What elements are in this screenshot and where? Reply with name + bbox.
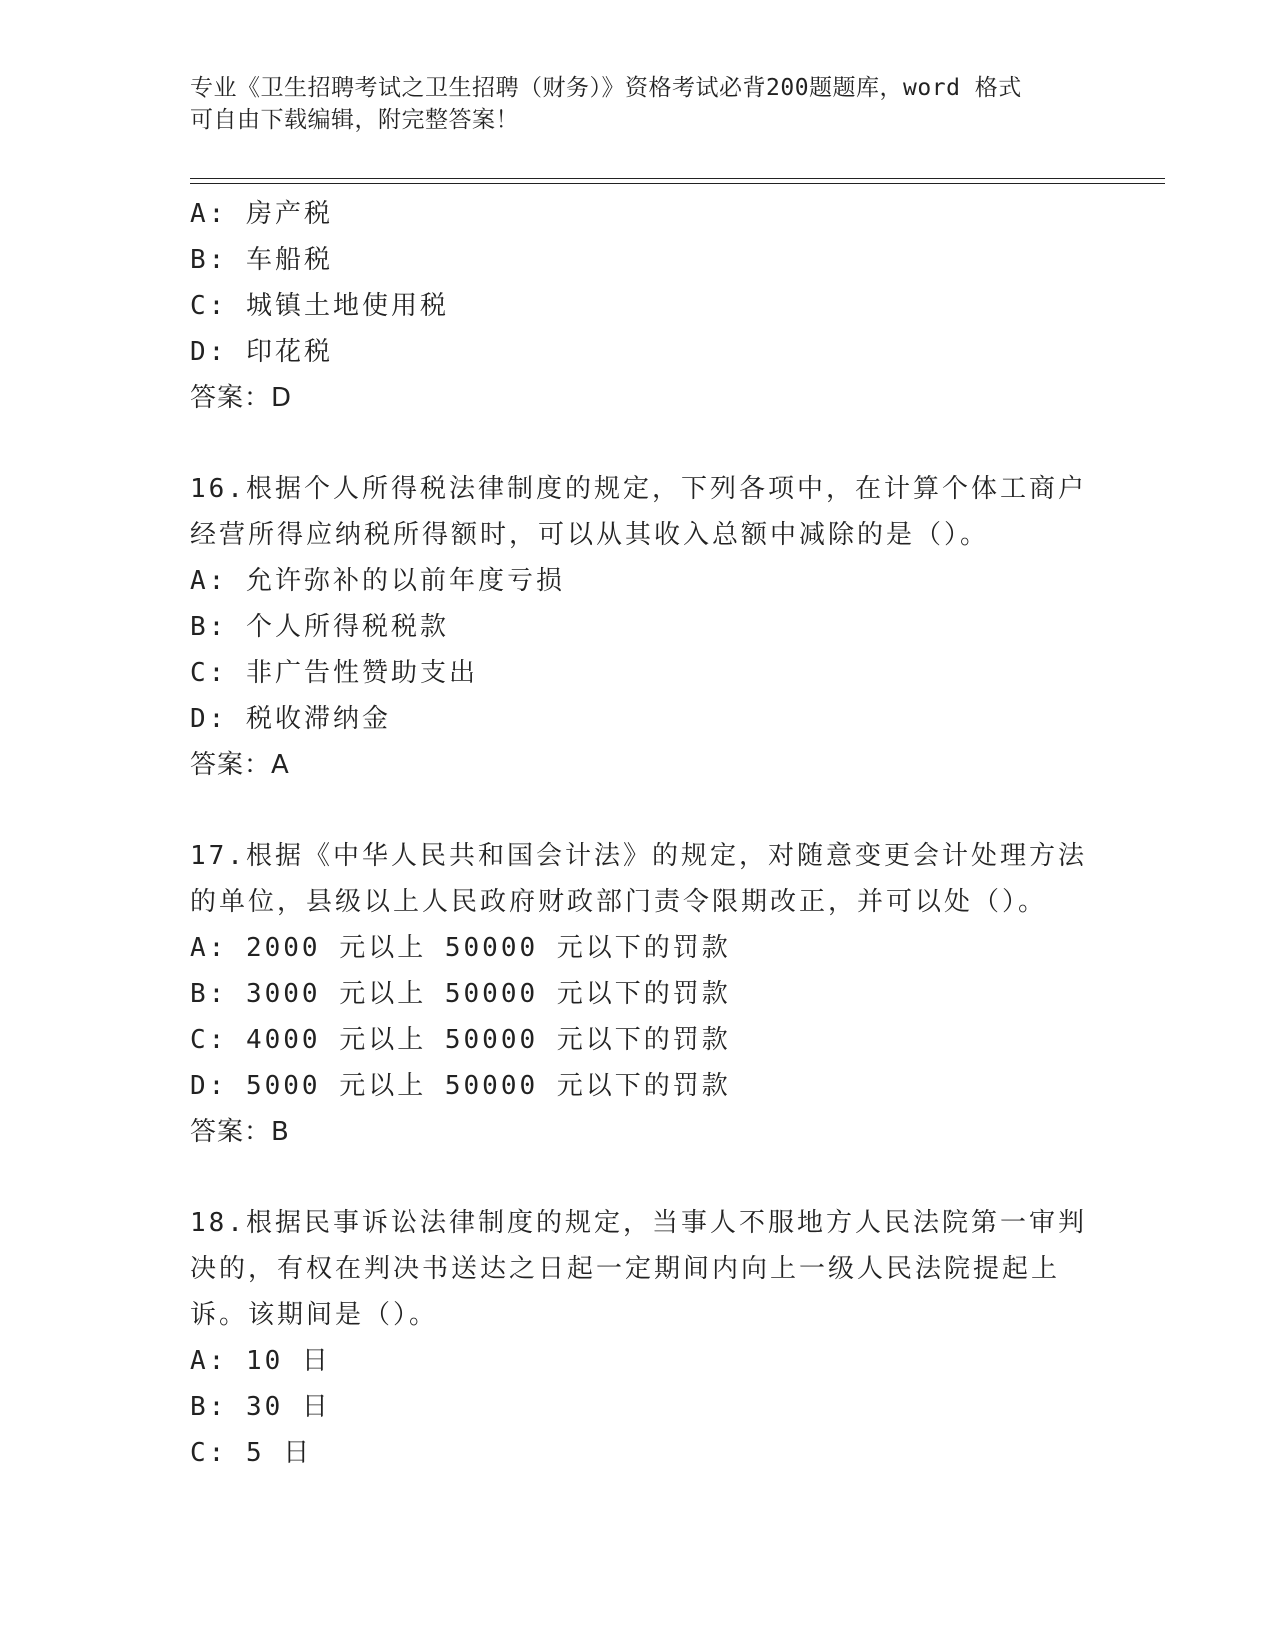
header-divider-top xyxy=(190,178,1165,179)
question-text-line: 16.根据个人所得税法律制度的规定，下列各项中，在计算个体工商户 xyxy=(190,474,1087,504)
option-c: C: 非广告性赞助支出 xyxy=(190,658,478,688)
option-a: A: 2000 元以上 50000 元以下的罚款 xyxy=(190,933,731,963)
option-a: A: 允许弥补的以前年度亏损 xyxy=(190,566,565,596)
spacer xyxy=(190,788,1090,833)
header-line-1: 专业《卫生招聘考试之卫生招聘（财务）》资格考试必背200题题库，word 格式 xyxy=(190,75,1022,101)
option-b: B: 3000 元以上 50000 元以下的罚款 xyxy=(190,979,731,1009)
question-block-17 xyxy=(190,833,1090,1155)
answer-line: 答案：A xyxy=(190,750,290,780)
question-text-line: 经营所得应纳税所得额时，可以从其收入总额中减除的是（）。 xyxy=(190,520,990,550)
option-d: D: 税收滞纳金 xyxy=(190,704,391,734)
option-d: D: 5000 元以上 50000 元以下的罚款 xyxy=(190,1071,731,1101)
question-text-line: 的单位，县级以上人民政府财政部门责令限期改正，并可以处（）。 xyxy=(190,887,1048,917)
answer-line: 答案：D xyxy=(190,383,293,413)
option-c: C: 4000 元以上 50000 元以下的罚款 xyxy=(190,1025,731,1055)
option-d: D: 印花税 xyxy=(190,337,333,367)
answer-line: 答案：B xyxy=(190,1117,290,1147)
question-text-line: 17.根据《中华人民共和国会计法》的规定，对随意变更会计处理方法 xyxy=(190,841,1087,871)
option-a: A: 10 日 xyxy=(190,1346,331,1376)
question-block-15 xyxy=(190,191,1090,421)
option-b: B: 30 日 xyxy=(190,1392,331,1422)
header-divider-bottom xyxy=(190,183,1165,184)
spacer xyxy=(190,421,1090,466)
option-a: A: 房产税 xyxy=(190,199,333,229)
question-block-16 xyxy=(190,466,1090,788)
header-line-2: 可自由下载编辑，附完整答案！ xyxy=(190,107,519,133)
question-text-line: 决的，有权在判决书送达之日起一定期间内向上一级人民法院提起上 xyxy=(190,1254,1061,1284)
question-text-line: 诉。该期间是（）。 xyxy=(190,1300,439,1330)
option-b: B: 个人所得税税款 xyxy=(190,612,449,642)
spacer xyxy=(190,1155,1090,1200)
option-c: C: 城镇土地使用税 xyxy=(190,291,449,321)
question-block-18 xyxy=(190,1200,1090,1476)
document-header xyxy=(190,72,1090,136)
question-list xyxy=(190,191,1090,1476)
option-c: C: 5 日 xyxy=(190,1438,313,1468)
question-text-line: 18.根据民事诉讼法律制度的规定，当事人不服地方人民法院第一审判 xyxy=(190,1208,1087,1238)
option-b: B: 车船税 xyxy=(190,245,333,275)
